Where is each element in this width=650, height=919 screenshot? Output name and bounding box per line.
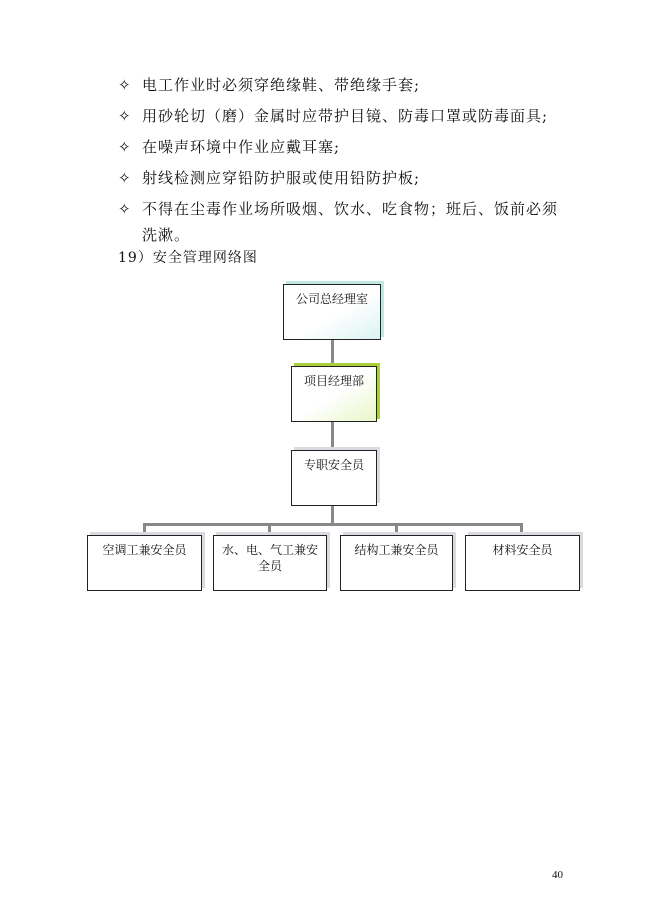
org-node-label: 专职安全员 (303, 458, 364, 472)
list-item (118, 134, 558, 160)
diamond-outline-icon: ✧ (118, 200, 132, 218)
org-node-label: 结构工兼安全员 (354, 543, 439, 557)
org-node-structure-safety (340, 535, 453, 591)
connector-line (268, 523, 271, 535)
connector-line (331, 422, 334, 450)
org-node-utilities-safety (213, 535, 327, 591)
list-item-text: 电工作业时必须穿绝缘鞋、带绝缘手套; (142, 76, 421, 94)
diamond-outline-icon: ✧ (118, 76, 132, 94)
org-node-safety-officer (291, 450, 377, 506)
list-item (118, 196, 558, 248)
page-number: 40 (552, 869, 563, 881)
connector-line (395, 523, 398, 535)
list-item (118, 72, 558, 98)
list-item (118, 103, 558, 129)
section-heading: 19）安全管理网络图 (118, 250, 258, 266)
diamond-outline-icon: ✧ (118, 107, 132, 125)
diamond-outline-icon: ✧ (118, 169, 132, 187)
org-node-label: 水、电、气工兼安全员 (221, 543, 318, 573)
org-node-label: 材料安全员 (492, 543, 553, 557)
org-node-label: 公司总经理室 (295, 292, 368, 306)
safety-rules-list (118, 72, 558, 253)
list-item (118, 165, 558, 191)
list-item-text: 用砂轮切（磨）金属时应带护目镜、防毒口罩或防毒面具; (142, 107, 549, 125)
connector-line (520, 523, 523, 535)
list-item-text: 在噪声环境中作业应戴耳塞; (142, 138, 341, 156)
connector-line (331, 506, 334, 524)
org-node-label: 空调工兼安全员 (102, 543, 187, 557)
connector-line (331, 340, 334, 366)
org-node-label: 项目经理部 (303, 374, 364, 388)
org-node-materials-safety (465, 535, 580, 591)
list-item-text: 不得在尘毒作业场所吸烟、饮水、吃食物；班后、饭前必须洗漱。 (142, 200, 559, 244)
org-node-general-manager (283, 284, 381, 340)
connector-line (143, 523, 146, 535)
diamond-outline-icon: ✧ (118, 138, 132, 156)
org-node-project-manager (291, 366, 377, 422)
list-item-text: 射线检测应穿铅防护服或使用铅防护板; (142, 169, 421, 187)
org-node-hvac-safety (87, 535, 202, 591)
connector-line (143, 523, 523, 526)
